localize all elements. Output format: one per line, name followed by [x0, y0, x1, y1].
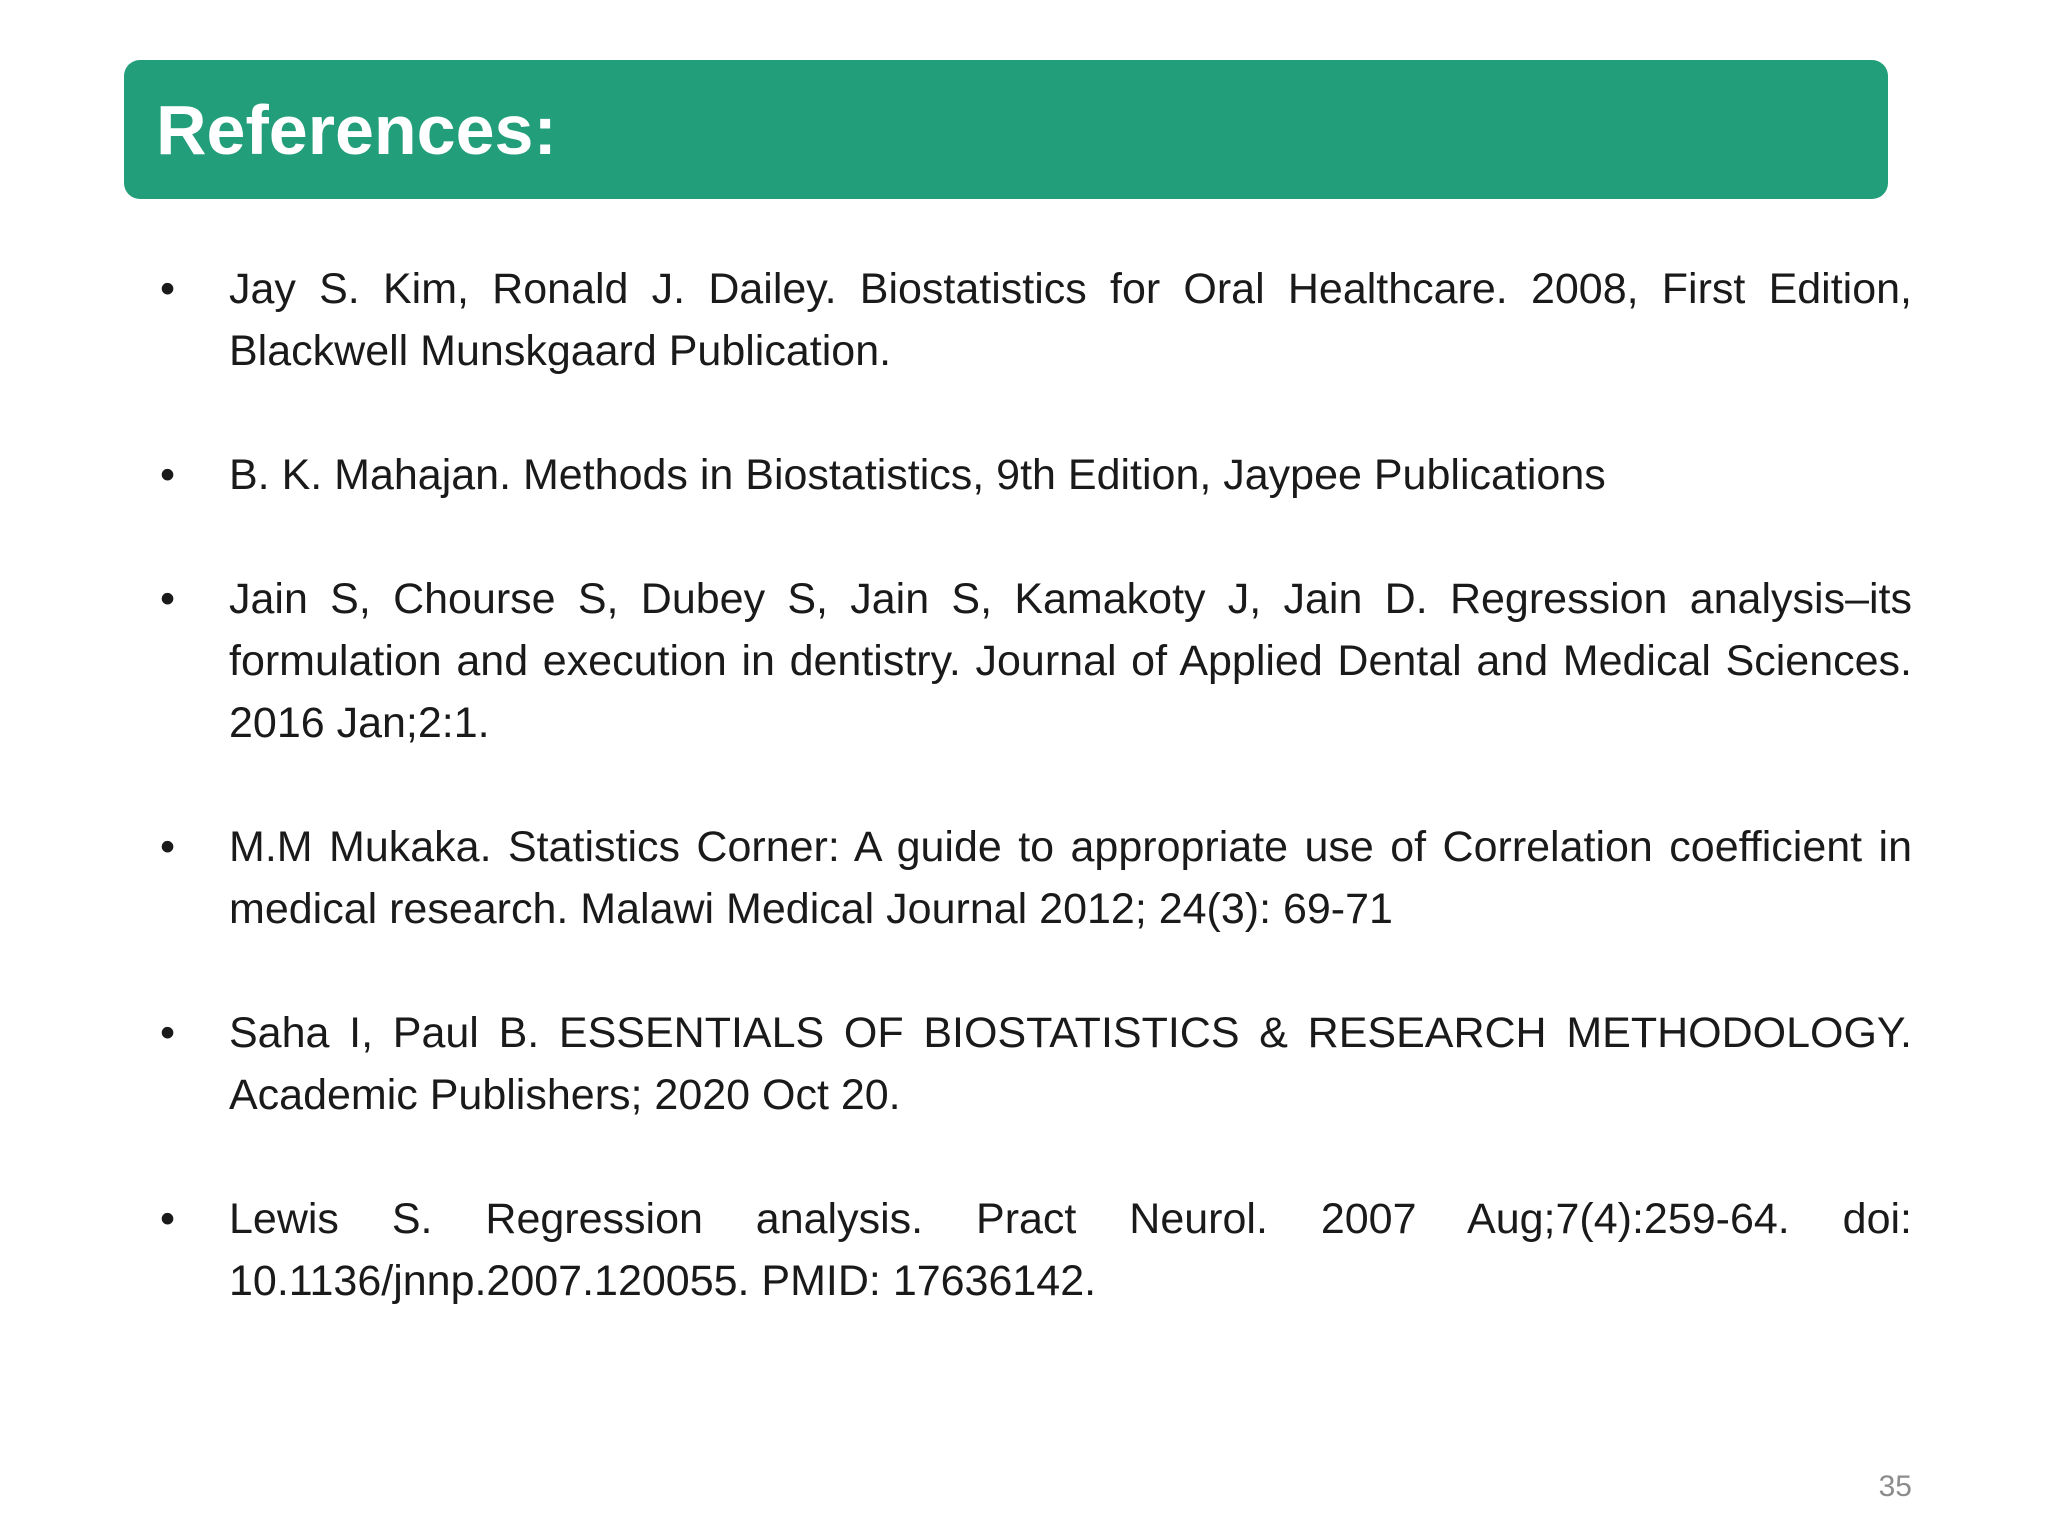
- reference-item: [160, 444, 1912, 506]
- bullet-icon: •: [160, 1009, 176, 1057]
- bullet-icon: •: [160, 823, 176, 871]
- reference-item: [160, 258, 1912, 382]
- references-list: [160, 258, 1912, 1374]
- bullet-icon: •: [160, 1195, 176, 1243]
- slide-title: References:: [156, 90, 557, 169]
- reference-text: Lewis S. Regression analysis. Pract Neurol. 2007 Aug;7(4):259-64. doi: 10.1136/jnnp.2007.120055. PMID: 17636142.: [229, 1195, 1912, 1305]
- bullet-icon: •: [160, 451, 176, 499]
- page-number: 35: [1878, 1470, 1912, 1503]
- reference-item: [160, 568, 1912, 754]
- reference-item: [160, 1188, 1912, 1312]
- reference-text: Saha I, Paul B. ESSENTIALS OF BIOSTATISTICS & RESEARCH METHODOLOGY. Academic Publishers; 2020 Oct 20.: [229, 1009, 1912, 1119]
- reference-item: [160, 816, 1912, 940]
- reference-item: [160, 1002, 1912, 1126]
- reference-text: M.M Mukaka. Statistics Corner: A guide to appropriate use of Correlation coefficient in medical research. Malawi Medical Journal 2012; 24(3): 69-71: [229, 823, 1912, 933]
- bullet-icon: •: [160, 265, 176, 313]
- reference-text: Jay S. Kim, Ronald J. Dailey. Biostatistics for Oral Healthcare. 2008, First Edition, Blackwell Munskgaard Publication.: [229, 265, 1912, 375]
- bullet-icon: •: [160, 575, 176, 623]
- reference-text: Jain S, Chourse S, Dubey S, Jain S, Kamakoty J, Jain D. Regression analysis–its formulation and execution in dentistry. Journal of Applied Dental and Medical Sciences. 2016 Jan;2:1.: [229, 575, 1912, 747]
- title-bar: [124, 60, 1888, 199]
- reference-text: B. K. Mahajan. Methods in Biostatistics, 9th Edition, Jaypee Publications: [229, 451, 1606, 499]
